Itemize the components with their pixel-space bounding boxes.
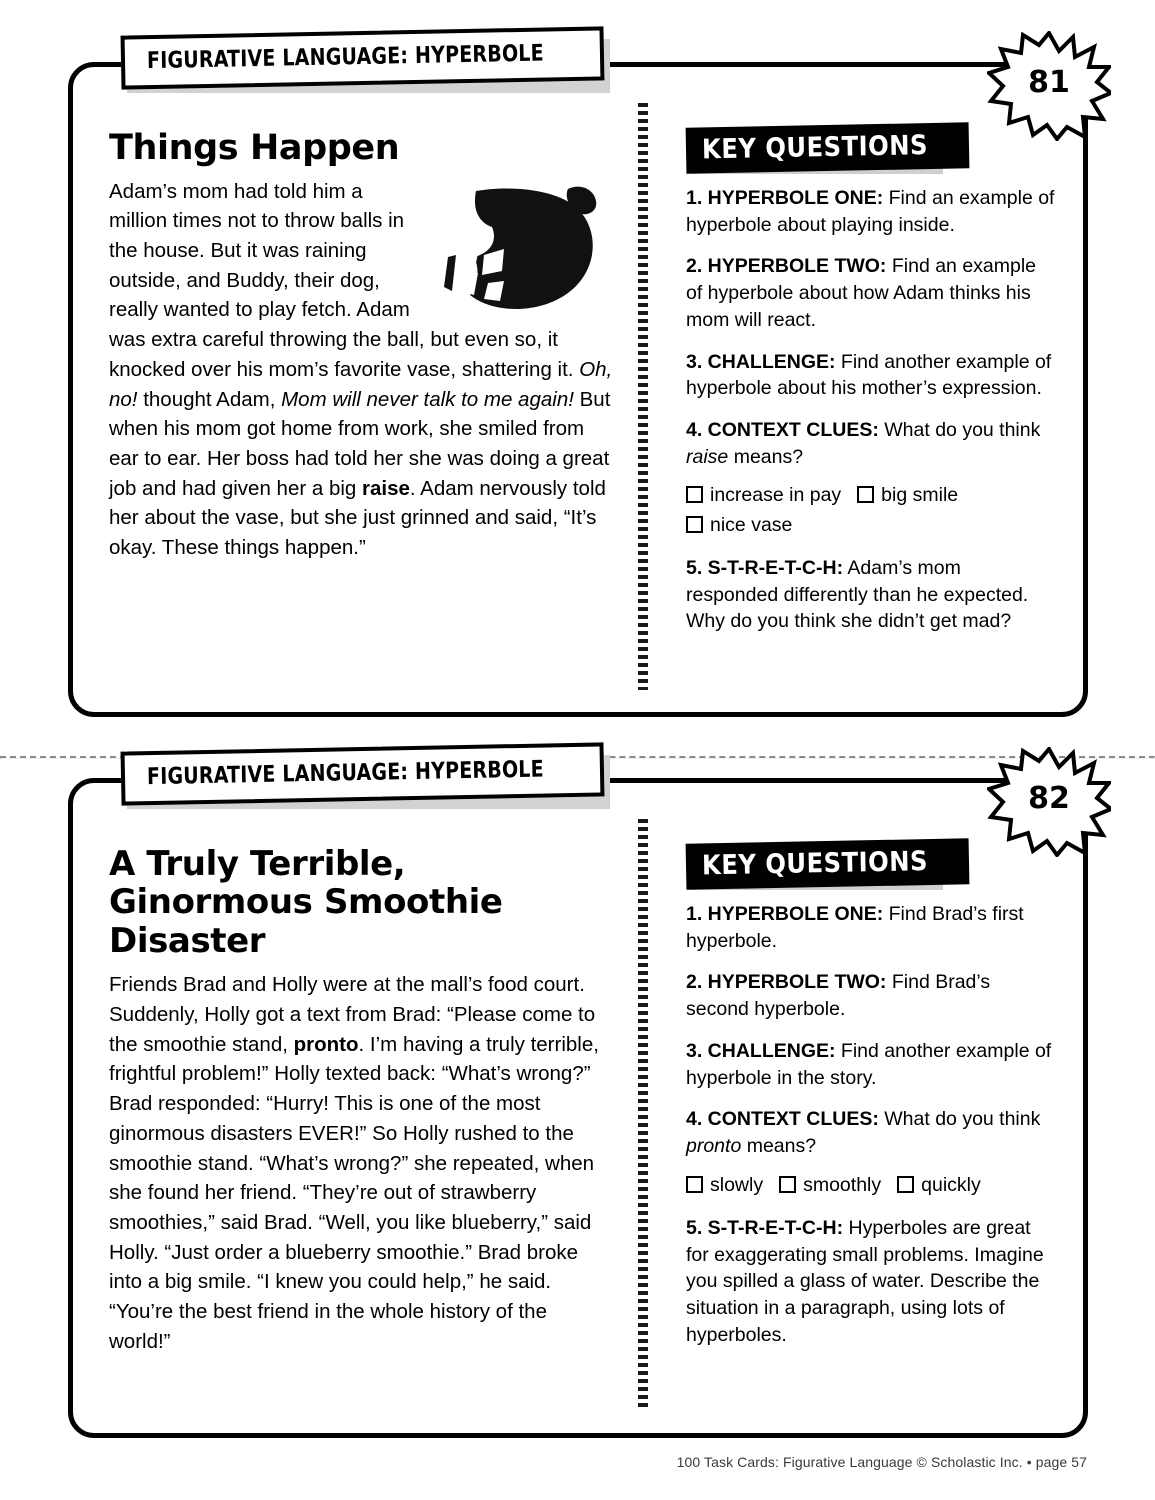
choice-label: increase in pay (710, 484, 842, 507)
task-card-82 (68, 756, 1088, 1438)
page-footer: 100 Task Cards: Figurative Language © Scholastic Inc. • page 57 (676, 1454, 1087, 1470)
choice-label: nice vase (710, 513, 793, 536)
choice-option[interactable] (857, 481, 958, 510)
banner-label: FIGURATIVE LANGUAGE: HYPERBOLE (146, 40, 545, 75)
story-title: A Truly Terrible, Ginormous Smoothie Disaster (109, 844, 503, 961)
stretch-question: 5. S-T-R-E-T-C-H: Adam’s mom responded differently than he expected. Why do you think she didn’t get mad? (686, 556, 1029, 633)
perforation-divider (638, 103, 648, 690)
choice-label: slowly (710, 1173, 764, 1196)
checkbox-icon[interactable] (779, 1176, 796, 1193)
choice-label: smoothly (803, 1173, 882, 1196)
key-questions-label: KEY QUESTIONS (701, 130, 929, 166)
choice-label: big smile (881, 484, 959, 507)
stretch-question: 5. S-T-R-E-T-C-H: Hyperboles are great for exaggerating small problems. Imagine you spilled a glass of water. Describe the situation in a paragraph, using lots of hyperboles. (686, 1216, 1044, 1346)
key-questions-label: KEY QUESTIONS (701, 846, 929, 882)
question-item: 4. CONTEXT CLUES: What do you think pronto means? (686, 1108, 1041, 1157)
choice-option[interactable] (897, 1171, 981, 1200)
story-column (73, 783, 638, 1433)
key-questions-column (648, 67, 1083, 712)
card-number: 81 (1028, 65, 1070, 100)
checkbox-icon[interactable] (897, 1176, 914, 1193)
key-questions-column (648, 783, 1083, 1433)
story-title: Things Happen (109, 128, 400, 168)
card-number: 82 (1028, 781, 1070, 816)
choice-label: quickly (921, 1173, 981, 1196)
question-item: 2. HYPERBOLE TWO: Find Brad’s second hyperbole. (686, 971, 991, 1021)
choice-option[interactable] (686, 511, 792, 540)
checkbox-icon[interactable] (686, 516, 703, 533)
story-text: Friends Brad and Holly were at the mall’s food court. Suddenly, Holly got a text from Brad: “Please come to the smoothie stand, pronto. I’m having a truly terrible, frightful problem!” Holly texted back: “What’s wrong?” Brad responded: “Hurry! This is one of the most ginormous disasters EVER!” So Holly rushed to the smoothie stand. “What’s wrong?” she repeated, when she found her friend. “They’re out of strawberry smoothies,” said Brad. “Well, you like blueberry,” said Holly. “Just order a blueberry smoothie.” Brad broke into a big smile. “I knew you could help,” he said. “You’re the best friend in the whole history of the world!” (109, 973, 599, 1353)
banner-label: FIGURATIVE LANGUAGE: HYPERBOLE (146, 756, 545, 791)
broken-vase-icon (418, 183, 614, 323)
perforation-divider (638, 819, 648, 1411)
question-item: 1. HYPERBOLE ONE: Find an example of hyperbole about playing inside. (686, 187, 1055, 236)
task-card-81 (68, 40, 1088, 717)
context-clue-choices (686, 1171, 1057, 1200)
question-item: 4. CONTEXT CLUES: What do you think raise means? (686, 418, 1041, 468)
question-item: 3. CHALLENGE: Find another example of hyperbole about his mother’s expression. (686, 350, 1052, 400)
question-item: 3. CHALLENGE: Find another example of hyperbole in the story. (686, 1039, 1052, 1089)
choice-option[interactable] (686, 1171, 763, 1200)
choice-option[interactable] (686, 481, 841, 510)
story-text: Adam’s mom had told him a million times not to throw balls in the house. But it was raining outside, and Buddy, their dog, really wanted to play fetch. Adam was extra careful throwing the ball, but even so, it knocked over his mom’s favorite vase, shattering it. Oh, no! thought Adam, Mom will never talk to me again! But when his mom got home from work, she smiled from ear to ear. Her boss had told her she was doing a great job and had given her a big raise. Adam nervously told her about the vase, but she just grinned and said, “It’s okay. These things happen.” (109, 179, 613, 560)
question-item: 2. HYPERBOLE TWO: Find an example of hyperbole about how Adam thinks his mom will react. (686, 255, 1037, 331)
question-item: 1. HYPERBOLE ONE: Find Brad’s first hyperbole. (686, 903, 1024, 952)
story-column (73, 67, 638, 712)
checkbox-icon[interactable] (686, 1176, 703, 1193)
checkbox-icon[interactable] (686, 486, 703, 503)
context-clue-choices (686, 481, 1057, 540)
choice-option[interactable] (779, 1171, 881, 1200)
checkbox-icon[interactable] (857, 486, 874, 503)
